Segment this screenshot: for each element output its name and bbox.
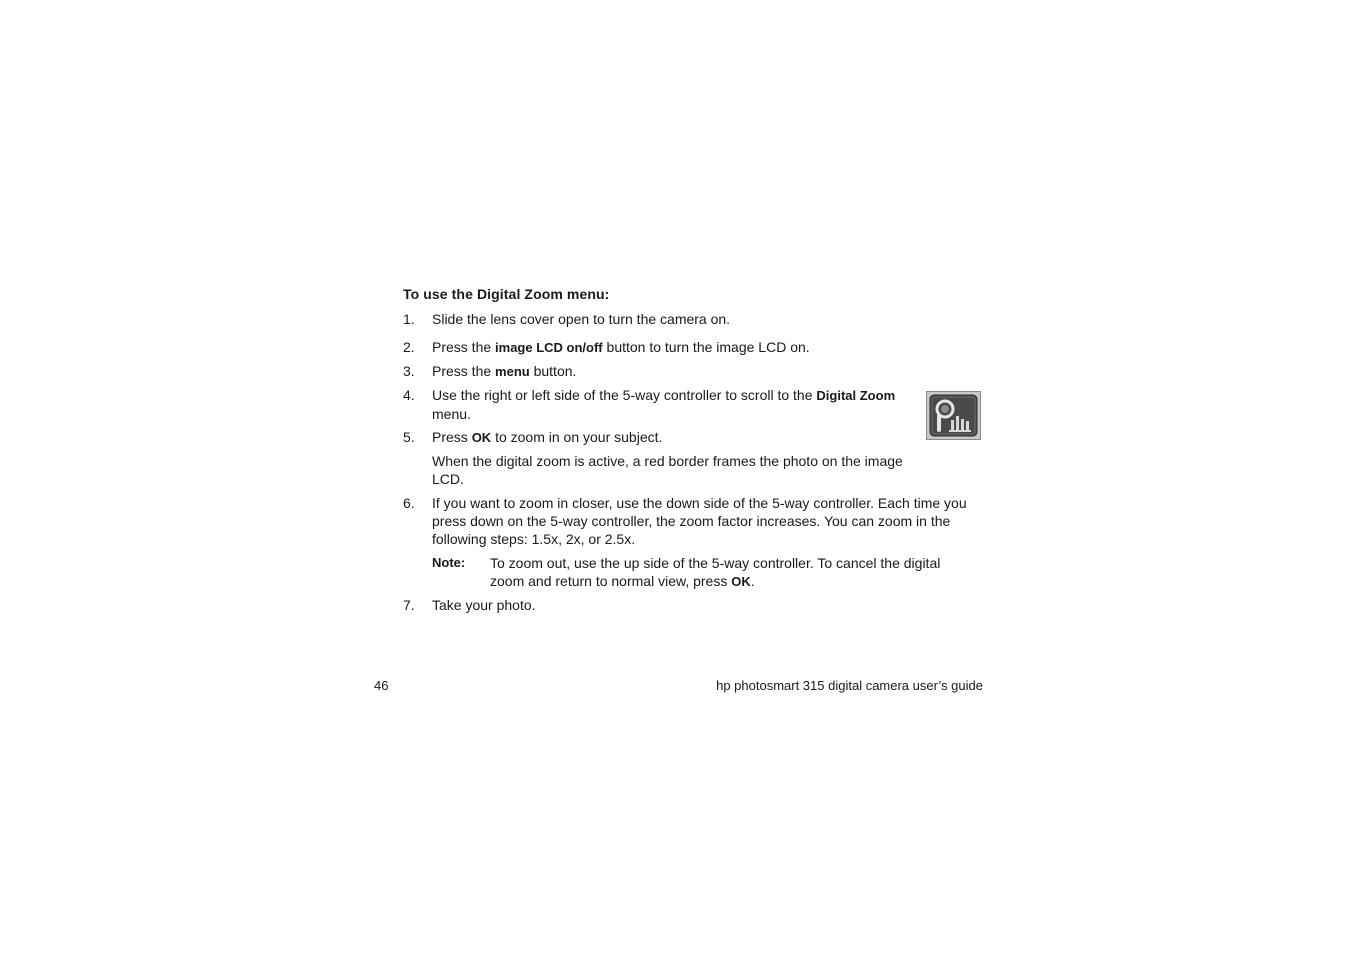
step-number: 7. xyxy=(403,597,415,613)
step-number: 2. xyxy=(403,339,415,355)
step-text: Take your photo. xyxy=(432,597,536,613)
step-text-post: button to turn the image LCD on. xyxy=(602,339,810,355)
step-5-detail: When the digital zoom is active, a red border frames the photo on the image LCD. xyxy=(432,453,903,487)
step-5 xyxy=(403,428,983,447)
step-text xyxy=(432,362,983,381)
step-7 xyxy=(403,596,983,614)
step-4 xyxy=(403,386,983,423)
step-text-post: button. xyxy=(529,363,577,379)
step-text-pre: Press the xyxy=(432,339,496,355)
note-text-post: . xyxy=(750,573,755,589)
step-number: 6. xyxy=(403,495,415,511)
step-1 xyxy=(403,310,983,328)
step-3 xyxy=(403,362,983,381)
image-lcd-button-name: image LCD on/off xyxy=(495,340,603,355)
step-text xyxy=(432,338,983,357)
note xyxy=(432,554,972,591)
step-number: 5. xyxy=(403,429,415,445)
note-body xyxy=(490,554,972,591)
menu-button-name: menu xyxy=(495,364,530,379)
step-text-pre: Press xyxy=(432,429,472,445)
step-6 xyxy=(403,494,983,548)
step-text xyxy=(432,386,917,423)
ok-button-name: OK xyxy=(471,430,492,445)
step-text: If you want to zoom in closer, use the down side of the 5-way controller. Each time you press down on the 5-way controller, the zoom factor increases. You can zoom in the following steps: 1.5x, 2x, or 2.5x. xyxy=(432,495,967,547)
step-text-pre: Use the right or left side of the 5-way controller to scroll to the xyxy=(432,387,817,403)
step-text: Slide the lens cover open to turn the camera on. xyxy=(432,311,731,327)
guide-title: hp photosmart 315 digital camera user’s guide xyxy=(716,678,983,693)
step-text xyxy=(432,428,983,447)
step-text-post: menu. xyxy=(432,406,471,422)
ok-button-name: OK xyxy=(731,574,751,589)
step-text-pre: Press the xyxy=(432,363,496,379)
digital-zoom-menu-name: Digital Zoom xyxy=(816,388,896,403)
step-number: 1. xyxy=(403,311,415,327)
page-number: 46 xyxy=(374,678,389,693)
step-2 xyxy=(403,338,983,357)
step-number: 3. xyxy=(403,363,415,379)
note-label: Note: xyxy=(432,555,466,570)
step-text-post: to zoom in on your subject. xyxy=(491,429,663,445)
section-heading: To use the Digital Zoom menu: xyxy=(403,286,610,302)
note-text-pre: To zoom out, use the up side of the 5-way controller. To cancel the digital zoom and return to normal view, press xyxy=(490,555,941,589)
step-number: 4. xyxy=(403,387,415,403)
